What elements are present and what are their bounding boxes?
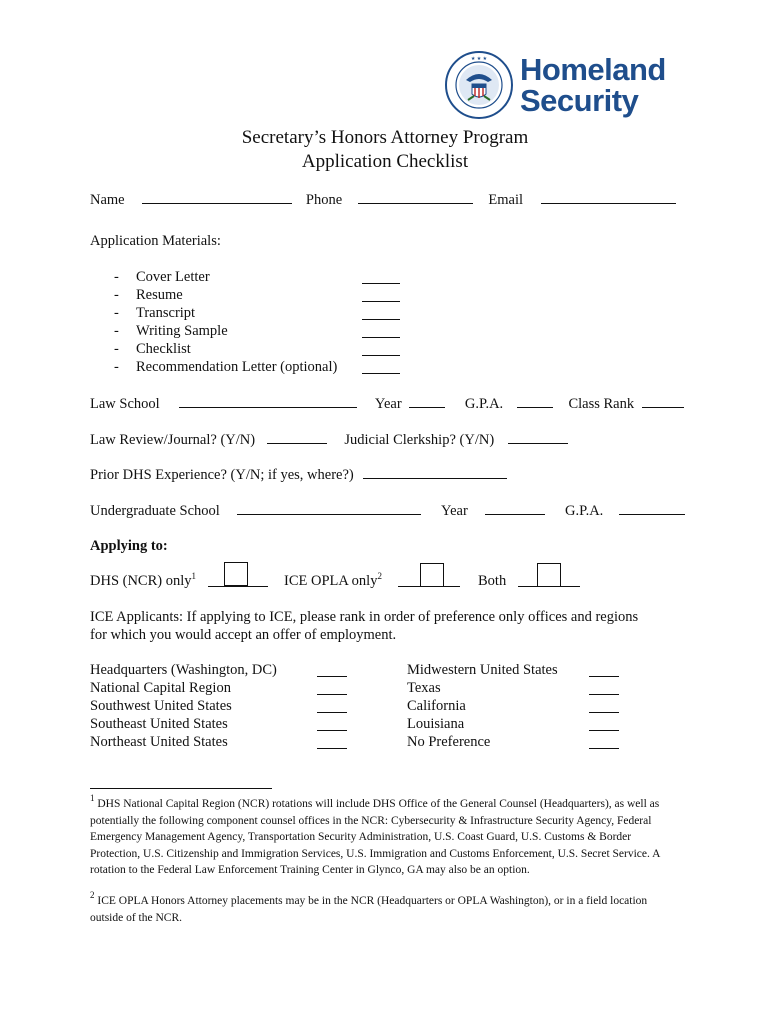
region-item: Headquarters (Washington, DC) xyxy=(90,662,277,678)
prior-dhs-label: Prior DHS Experience? (Y/N; if yes, where?) xyxy=(90,467,354,483)
email-label: Email xyxy=(488,192,524,208)
name-field[interactable] xyxy=(142,190,292,204)
prior-dhs-field[interactable] xyxy=(363,465,507,479)
region-item: Northeast United States xyxy=(90,734,228,750)
region-rank-blank[interactable] xyxy=(317,675,347,677)
undergrad-row xyxy=(90,501,685,520)
undergrad-gpa-label: G.P.A. xyxy=(565,503,604,519)
region-item: Louisiana xyxy=(407,716,465,732)
law-school-row xyxy=(90,394,684,413)
both-checkbox[interactable] xyxy=(537,563,561,587)
region-rank-blank[interactable] xyxy=(317,729,347,731)
material-check-blank[interactable] xyxy=(362,282,400,284)
law-review-row xyxy=(90,430,568,449)
gpa-label: G.P.A. xyxy=(464,396,504,412)
material-item: - Checklist xyxy=(114,341,191,357)
ice-instructions-line2: for which you would accept an offer of employment. xyxy=(90,627,397,643)
region-item: Texas xyxy=(407,680,441,696)
region-item: California xyxy=(407,698,466,714)
both-label: Both xyxy=(478,573,507,589)
name-label: Name xyxy=(90,192,125,208)
page-title-line2: Application Checklist xyxy=(301,151,469,172)
material-item: - Resume xyxy=(114,287,183,303)
ice-instructions-line1: ICE Applicants: If applying to ICE, please rank in order of preference only offices and regions xyxy=(90,609,639,625)
undergrad-gpa-field[interactable] xyxy=(619,501,685,515)
ice-opla-label: ICE OPLA only$^2$ xyxy=(284,571,382,589)
region-rank-blank[interactable] xyxy=(317,747,347,749)
materials-heading: Application Materials: xyxy=(90,233,221,249)
class-rank-label: Class Rank xyxy=(568,396,635,412)
email-field[interactable] xyxy=(541,190,676,204)
logo-text-security: Security xyxy=(520,83,639,118)
prior-dhs-row xyxy=(90,465,507,484)
phone-field[interactable] xyxy=(358,190,473,204)
undergrad-field[interactable] xyxy=(237,501,421,515)
material-item: - Writing Sample xyxy=(114,323,228,339)
region-item: Southwest United States xyxy=(90,698,232,714)
undergrad-year-label: Year xyxy=(441,503,468,519)
clerkship-field[interactable] xyxy=(508,430,568,444)
law-school-field[interactable] xyxy=(179,394,357,408)
region-item: Midwestern United States xyxy=(407,662,558,678)
region-item: National Capital Region xyxy=(90,680,231,696)
footnote-2: $^2$ ICE OPLA Honors Attorney placements may be in the NCR (Headquarters or OPLA Washington), or in a field location outside of the NCR. xyxy=(90,890,648,924)
ice-opla-checkbox[interactable] xyxy=(420,563,444,587)
material-check-blank[interactable] xyxy=(362,300,400,302)
material-check-blank[interactable] xyxy=(362,336,400,338)
phone-label: Phone xyxy=(305,192,343,208)
region-rank-blank[interactable] xyxy=(589,747,619,749)
undergrad-label: Undergraduate School xyxy=(90,503,220,519)
year-label: Year xyxy=(374,396,402,412)
region-item: No Preference xyxy=(407,734,491,750)
dhs-seal-icon xyxy=(444,50,514,120)
class-rank-field[interactable] xyxy=(642,394,684,408)
law-school-label: Law School xyxy=(90,396,160,412)
footnote-1: $^1$ DHS National Capital Region (NCR) rotations will include DHS Office of the General Counsel (Headquarters), as well as potentially the following component counsel offices in the NCR: Cybersecurity & Infrastructure Security Agency, Federal Emergency Management Agency, Transportation Security Administration, U.S. Coast Guard, U.S. Customs & Border Protection, U.S. Citizenship and Immigration Services, U.S. Immigration and Customs Enforcement, U.S. Secret Service. A rotation to the Federal Law Enforcement Training Center in Glynco, GA may also be an option. xyxy=(90,793,660,876)
region-rank-blank[interactable] xyxy=(589,693,619,695)
material-item: - Transcript xyxy=(114,305,196,321)
footnote-divider xyxy=(90,788,272,789)
region-rank-blank[interactable] xyxy=(589,675,619,677)
footnote-ref-1: 1 xyxy=(191,571,197,581)
applying-heading: Applying to: xyxy=(90,538,168,554)
footnote-ref-2: 2 xyxy=(377,571,382,581)
page-title-line1: Secretary’s Honors Attorney Program xyxy=(241,127,529,148)
year-field[interactable] xyxy=(409,394,445,408)
material-check-blank[interactable] xyxy=(362,354,400,356)
contact-row xyxy=(90,190,676,209)
dhs-ncr-checkbox[interactable] xyxy=(224,562,248,586)
svg-text:★ ★ ★: ★ ★ ★ xyxy=(470,56,488,62)
undergrad-year-field[interactable] xyxy=(485,501,545,515)
gpa-field[interactable] xyxy=(517,394,553,408)
region-rank-blank[interactable] xyxy=(317,693,347,695)
region-item: Southeast United States xyxy=(90,716,228,732)
region-rank-blank[interactable] xyxy=(589,729,619,731)
material-check-blank[interactable] xyxy=(362,318,400,320)
material-item: - Recommendation Letter (optional) xyxy=(114,359,338,375)
material-item: - Cover Letter xyxy=(114,269,210,285)
law-review-field[interactable] xyxy=(267,430,327,444)
dhs-ncr-label: DHS (NCR) only$^1$ xyxy=(90,571,197,589)
region-rank-blank[interactable] xyxy=(317,711,347,713)
law-review-label: Law Review/Journal? (Y/N) xyxy=(90,432,256,448)
logo-text-homeland: Homeland xyxy=(520,52,666,87)
material-check-blank[interactable] xyxy=(362,372,400,374)
clerkship-label: Judicial Clerkship? (Y/N) xyxy=(344,432,495,448)
region-rank-blank[interactable] xyxy=(589,711,619,713)
